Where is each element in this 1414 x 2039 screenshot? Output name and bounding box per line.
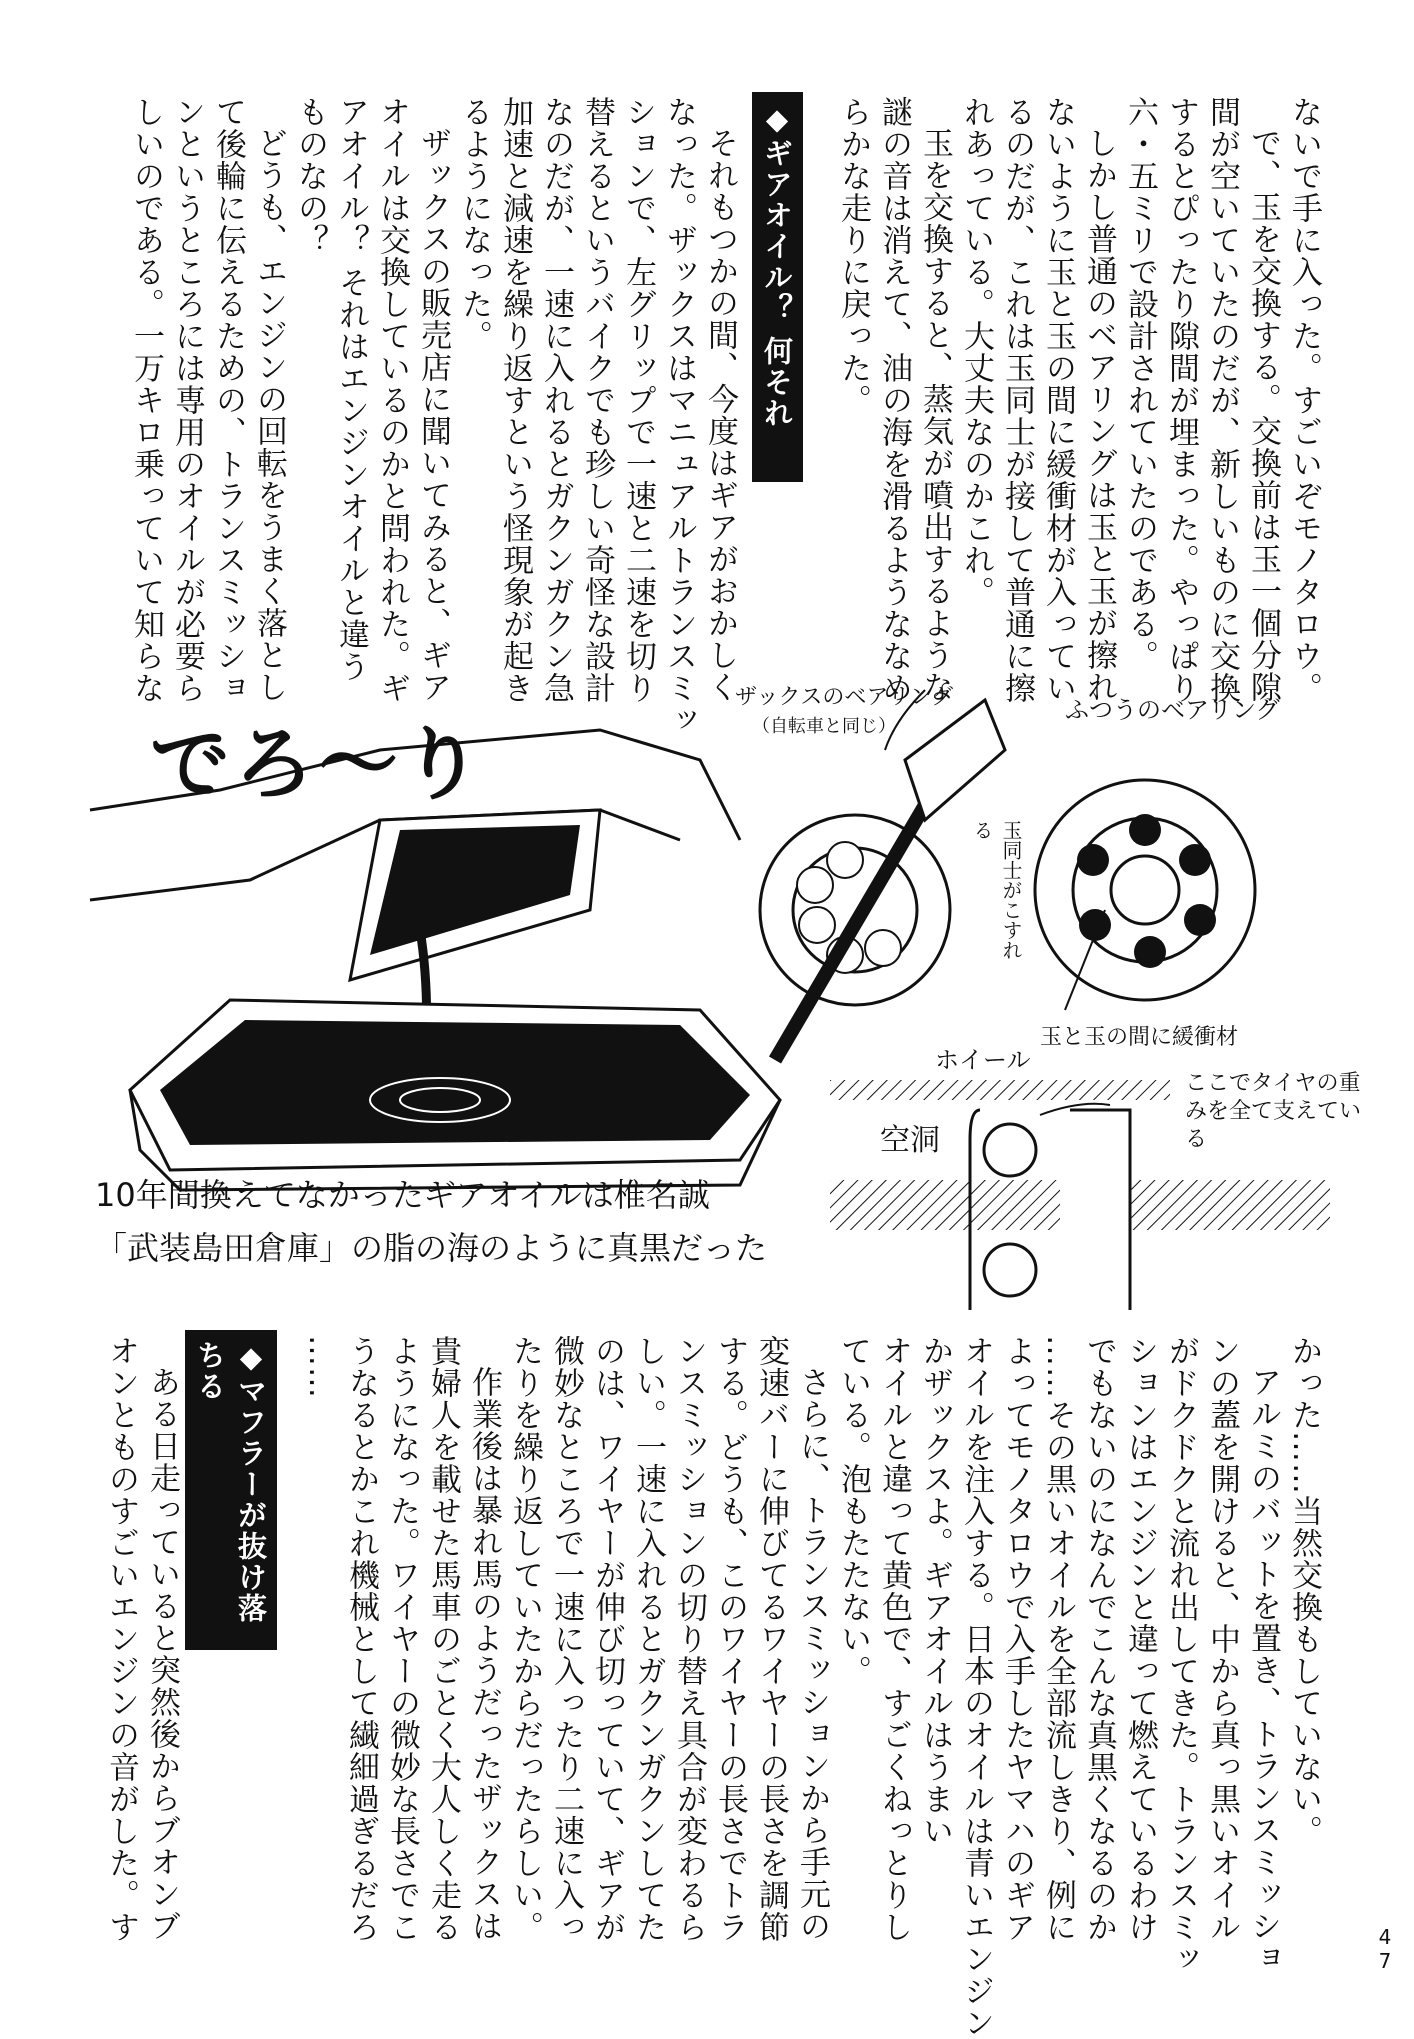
text-line: オイルは交換しているのかと問われた。ギ — [374, 96, 410, 704]
text-line: する。どうも、このワイヤーの長さでトラ — [712, 1335, 748, 1943]
illustration-caption-line-1: 10年間換えてなかったギアオイルは椎名誠 — [95, 1176, 710, 1214]
section-heading-muffler: ◆マフラーが抜け落ちる — [185, 1330, 277, 1650]
text-line: 謎の音は消えて、油の海を滑るようななめ — [876, 96, 912, 704]
text-line: 六・五ミリで設計されていたのである。 — [1122, 96, 1158, 672]
text-line: 間が空いていたのだが、新しいものに交換 — [1204, 96, 1240, 704]
text-line: ンというところには専用のオイルが必要ら — [169, 96, 205, 704]
text-line: ンの蓋を開けると、中から真っ黒いオイル — [1204, 1335, 1240, 1943]
page-number — [1375, 1925, 1395, 1973]
text-line: …… — [302, 1335, 338, 1399]
text-line: よってモノタロウで入手したヤマハのギア — [999, 1335, 1035, 1943]
text-line: れあっている。大丈夫なのかこれ。 — [958, 96, 994, 608]
illustration-caption-line-2: 「武装島田倉庫」の脂の海のように真黒だった — [95, 1229, 768, 1267]
sound-effect-text: でろ〜り — [150, 718, 486, 811]
text-line: 玉を交換すると、蒸気が噴出するような — [917, 127, 953, 703]
text-line: たりを繰り返していたからだったらしい。 — [507, 1335, 543, 1943]
normal-bearing-label: ふつうのベアリング — [1065, 696, 1280, 724]
page-number-digit: 4 — [1378, 1925, 1392, 1949]
page-number-digit: 7 — [1378, 1949, 1392, 1973]
sachs-bearing-note: （自転車と同じ） — [752, 716, 896, 737]
text-line: 貴婦人を載せた馬車のごとく大人しく走る — [425, 1335, 461, 1943]
text-line: 作業後は暴れ馬のようだったザックスは — [466, 1366, 502, 1942]
text-line: しいのである。一万キロ乗っていて知らな — [128, 96, 164, 704]
cushion-label: 玉と玉の間に緩衝材 — [1040, 1025, 1239, 1050]
text-line: かった……当然交換もしていない。 — [1286, 1335, 1322, 1847]
text-line: なのだが、一速に入れるとガクンガクン急 — [538, 96, 574, 704]
text-line: ないように玉と玉の間に緩衝材が入ってい — [1040, 96, 1076, 704]
lower-text-block-2 — [100, 1335, 182, 1943]
text-line: オイルを注入する。日本のオイルは青いエンジン — [958, 1335, 994, 2039]
text-line: どうも、エンジンの回転をうまく落とし — [251, 127, 287, 703]
text-line: ている。泡もたたない。 — [835, 1335, 871, 1687]
tire-weight-label: ここでタイヤの重みを全て支えている — [1185, 1071, 1362, 1152]
text-line: ないで手に入った。すごいぞモノタロウ。 — [1286, 96, 1322, 704]
text-line: しい。一速に入れるとガクンガクンしてた — [630, 1335, 666, 1943]
text-line: 変速バーに伸びてるワイヤーの長さを調節 — [753, 1335, 789, 1943]
text-line: アルミのバットを置き、トランスミッショ — [1245, 1366, 1281, 1974]
upper-text-block-2 — [100, 96, 740, 736]
text-line: るようになった。 — [456, 96, 492, 352]
text-line: のは、ワイヤーが伸び切っていて、ギアが — [589, 1335, 625, 1943]
text-line: オイルと違って黄色で、すごくねっとりし — [876, 1335, 912, 1943]
text-line: ションはエンジンと違って燃えているわけ — [1122, 1335, 1158, 1943]
sachs-bearing-label: ザックスのベアリング — [735, 685, 954, 710]
text-line: て後輪に伝えるための、トランスミッショ — [210, 96, 246, 704]
text-line: ようになった。ワイヤーの微妙な長さでこ — [384, 1335, 420, 1943]
text-line: でもないのになんでこんな真黒くなるのか — [1081, 1335, 1117, 1943]
text-line: うなるとかこれ機械として繊細過ぎるだろ — [343, 1335, 379, 1943]
text-line: ザックスの販売店に聞いてみると、ギア — [415, 127, 451, 703]
text-line: るのだが、これは玉同士が接して普通に擦 — [999, 96, 1035, 704]
text-line: ものなの？ — [292, 96, 328, 256]
text-line: ンスミッションの切り替え具合が変わるら — [671, 1335, 707, 1943]
wheel-label: ホイール — [935, 1046, 1031, 1074]
text-line: なった。ザックスはマニュアルトランスミッ — [661, 96, 697, 736]
text-line: で、玉を交換する。交換前は玉一個分隙 — [1245, 127, 1281, 703]
lower-text-block — [302, 1335, 1324, 2039]
text-line: ションで、左グリップで一速と二速を切り — [620, 96, 656, 704]
text-line: 加速と減速を繰り返すという怪現象が起き — [497, 96, 533, 704]
text-line: しかし普通のベアリングは玉と玉が擦れ — [1081, 127, 1117, 703]
text-line: ある日走っていると突然後からブオンブ — [144, 1366, 180, 1942]
text-line: がドクドクと流れ出してきた。トランスミッ — [1163, 1335, 1199, 1975]
text-line: 替えるというバイクでも珍しい奇怪な設計 — [579, 96, 615, 704]
cavity-label: 空洞 — [880, 1123, 940, 1158]
upper-text-block — [834, 96, 1324, 704]
text-line: ……その黒いオイルを全部流しきり、例に — [1040, 1335, 1076, 1943]
text-line: 微妙なところで一速に入ったり二速に入っ — [548, 1335, 584, 1943]
text-line: するとぴったり隙間が埋まった。やっぱり — [1163, 96, 1199, 704]
text-line: アオイル？ それはエンジンオイルと違う — [333, 96, 369, 683]
balls-rub-label: 玉同士がこすれる — [970, 820, 1023, 960]
text-line: それもつかの間、今度はギアがおかしく — [702, 127, 738, 703]
section-heading-gear-oil: ◆ギアオイル？ 何それ — [752, 92, 803, 482]
text-line: オンとものすごいエンジンの音がした。す — [103, 1335, 139, 1943]
text-line: らかな走りに戻った。 — [835, 96, 871, 416]
text-line: かザックスよ。ギアオイルはうまい — [917, 1335, 953, 1847]
text-line: さらに、トランスミッションから手元の — [794, 1366, 830, 1942]
